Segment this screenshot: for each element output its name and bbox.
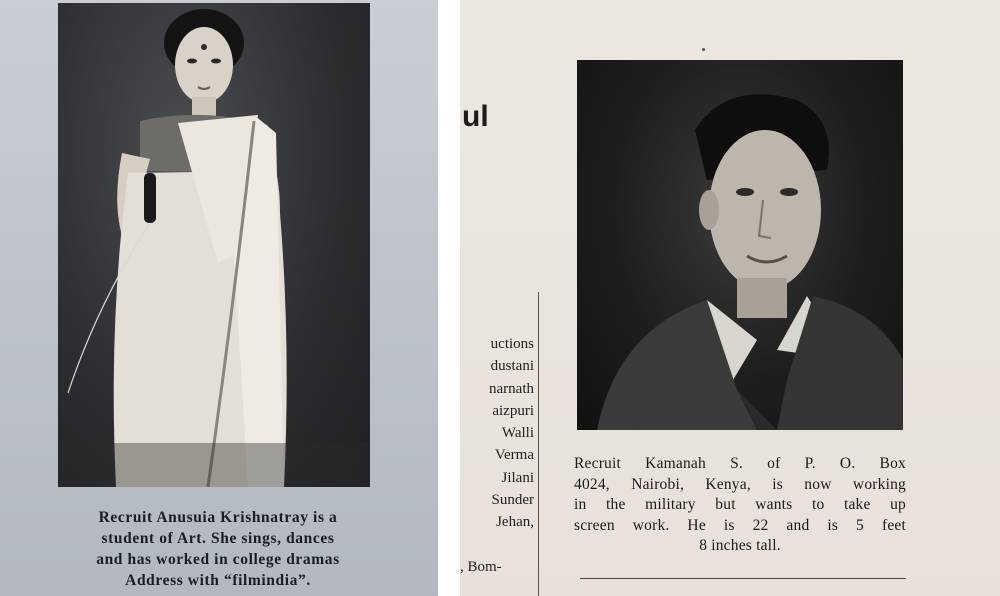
- bottom-divider: [580, 578, 906, 579]
- woman-portrait-illustration: [58, 3, 370, 487]
- cropped-text-column: [460, 333, 534, 578]
- caption-line: 4024, Nairobi, Kenya, is now working: [574, 475, 906, 493]
- caption-line: Recruit Anusuia Krishnatray is a: [98, 509, 338, 526]
- caption-line: in the military but wants to take up: [574, 496, 906, 513]
- column-fragment-line: Jehan,: [496, 514, 534, 531]
- photo-woman-in-sari: [58, 3, 370, 487]
- caption-recruit-anusuia: [28, 507, 408, 591]
- column-fragment-line: , Bom-: [460, 558, 502, 575]
- column-fragment-line: narnath: [489, 380, 534, 397]
- caption-line: Recruit Kamanah S. of P. O. Box: [574, 455, 906, 472]
- column-fragment-line: [460, 534, 534, 556]
- column-fragment-line: Walli: [501, 425, 534, 442]
- column-divider: [538, 292, 539, 596]
- column-fragment-line: Sunder: [491, 492, 534, 509]
- photo-young-man-portrait: [577, 60, 903, 430]
- page-speck: [702, 48, 705, 51]
- column-fragment-line: dustani: [490, 358, 534, 375]
- column-fragment-line: Verma: [494, 447, 534, 464]
- caption-line: student of Art. She sings, dances: [101, 530, 335, 547]
- column-fragment-line: aizpuri: [492, 402, 534, 419]
- column-fragment-line: uctions: [490, 336, 534, 352]
- column-fragment-line: Jilani: [501, 469, 534, 486]
- caption-recruit-kamanah: [574, 454, 906, 557]
- man-portrait-illustration: [577, 60, 903, 430]
- page-gutter: [438, 0, 460, 596]
- caption-line: and has worked in college dramas: [96, 551, 340, 568]
- caption-line: screen work. He is 22 and is 5 feet: [574, 516, 906, 534]
- heading-fragment: ul: [462, 100, 489, 133]
- caption-line: Address with “filmindia”.: [125, 572, 311, 589]
- caption-line: 8 inches tall.: [699, 537, 781, 554]
